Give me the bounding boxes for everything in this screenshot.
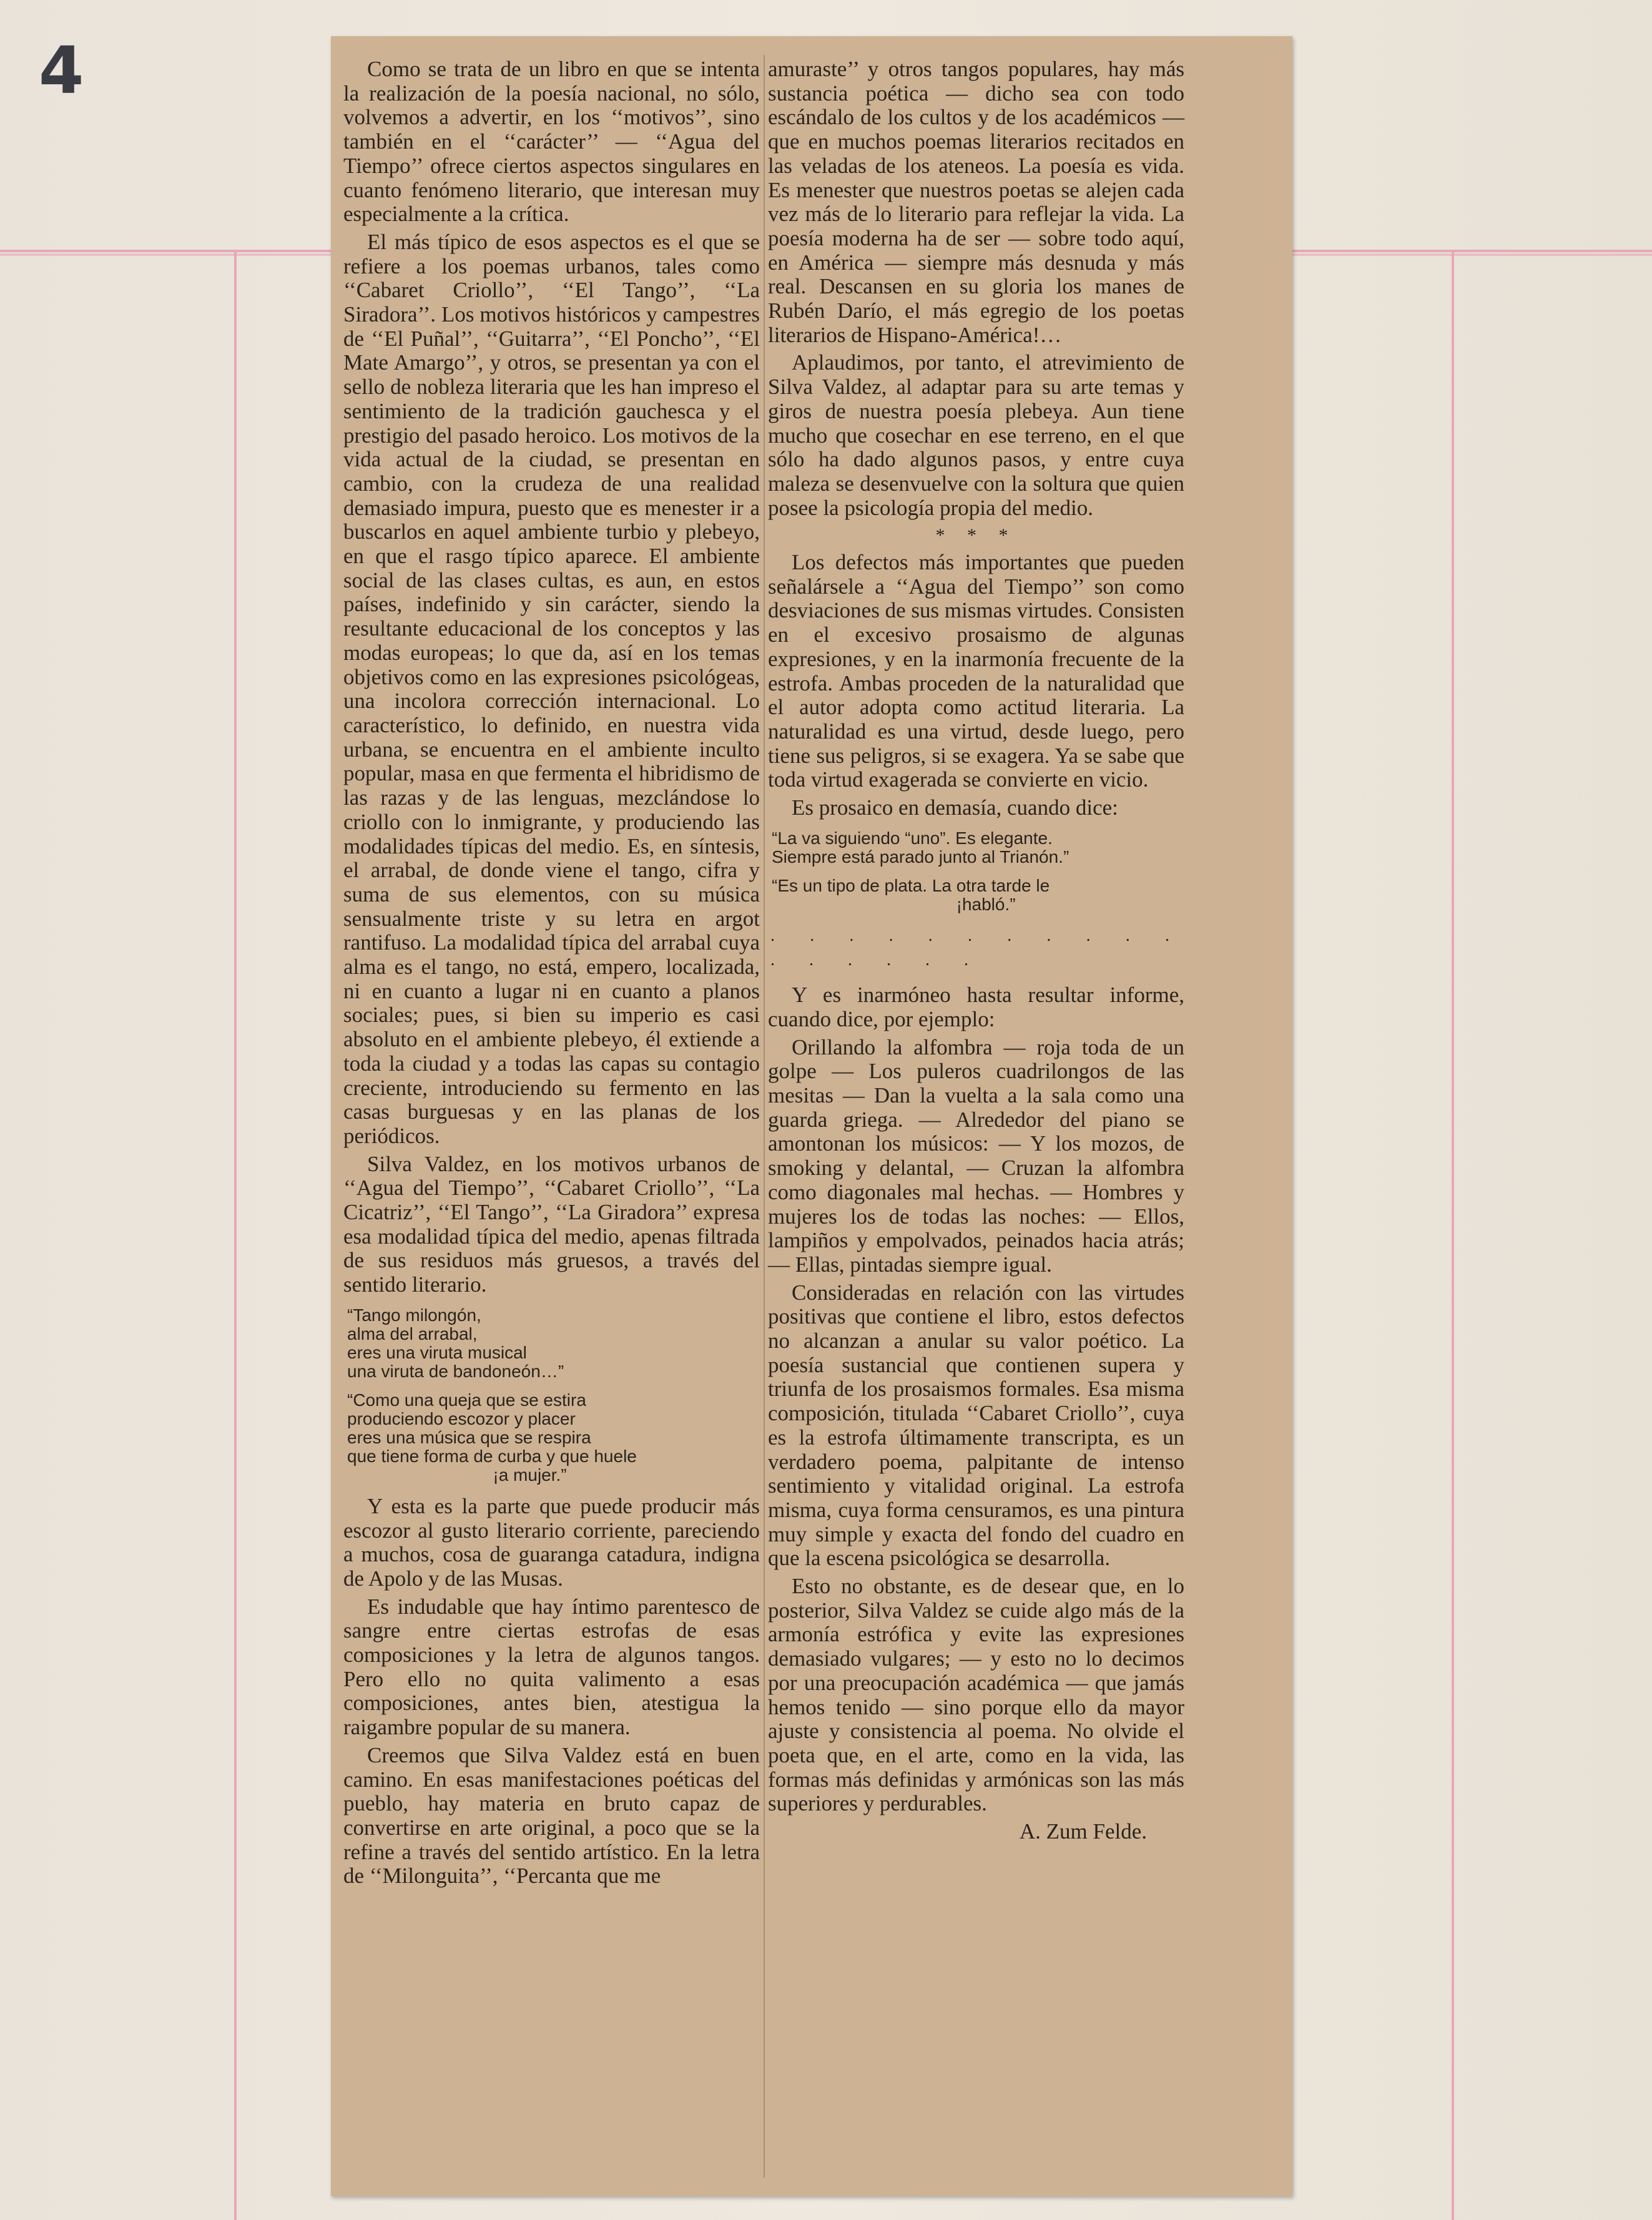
verse-quote <box>772 877 1184 914</box>
ellipsis-separator: . . . . . . . . . . . . . . . . . <box>770 925 1184 970</box>
author-signature: A. Zum Felde. <box>1019 1819 1147 1844</box>
paragraph: Consideradas en relación con las virtudes positivas que contiene el libro, estos defectos no alcanzan a anular su valor poético. La poesía sustancial que contienen supera y triunfa de los prosaismos formales. Esa misma composición, titulada ‘‘Cabaret Criollo’’, cuya es la estrofa últimamente transcripta, es un verdadero poema, palpitante de intenso sentimiento y vitalidad original. La estrofa misma, cuya forma censuramos, es una pintura muy simple y exacta del fondo del cuadro en que la escena psicológica se desarrolla. <box>768 1280 1184 1571</box>
verse-quote <box>347 1391 760 1485</box>
paragraph: Esto no obstante, es de desear que, en lo posterior, Silva Valdez se cuide algo más de la armonía estrófica y evite las expresiones demasiado vulgares; — y esto no lo decimos por una preocupación académica — que jamás hemos tenido — sino porque ello da mayor ajuste y consistencia al poema. No olvide el poeta que, en el arte, como en la vida, las formas más definidas y armónicas son las más superiores y perdurables. <box>768 1574 1184 1816</box>
verse-line: eres una música que se respira <box>347 1427 591 1447</box>
verse-line: produciendo escozor y placer <box>347 1408 576 1428</box>
verse-line: que tiene forma de curba y que huele <box>347 1446 637 1466</box>
paragraph: Orillando la alfombra — roja toda de un golpe — Los puleros cuadrilongos de las mesitas — Dan la vuelta a la sala como una guarda griega. — Alrededor del piano se amontonan los músicos: — Y los mozos, de smoking y delantal, — Cruzan la alfombra como diagonales mal hechas. — Hombres y mujeres los de todas las noches: — Ellos, lampiños y empolvados, peinados hacia atrás; — Ellas, pintadas siempre igual. <box>768 1034 1184 1277</box>
verse-quote <box>347 1306 760 1381</box>
verse-line: ¡a mujer.” <box>347 1465 567 1485</box>
verse-line: “Tango milongón, <box>347 1305 481 1325</box>
left-column <box>343 57 760 1892</box>
right-column <box>768 57 1184 1844</box>
paragraph: Los defectos más importantes que pueden señalársele a ‘‘Agua del Tiempo’’ son como desviaciones de sus mismas virtudes. Consisten en el excesivo prosaismo de algunas expresiones, y en la inarmonía frecuente de la estrofa. Ambas proceden de la naturalidad que el autor adopta como actitud literaria. La naturalidad es una virtud, desde luego, pero tiene sus peligros, si se exagera. Ya se sabe que toda virtud exagerada se convierte en vicio. <box>768 550 1184 792</box>
verse-line: “Es un tipo de plata. La otra tarde le <box>772 875 1050 895</box>
paragraph: Es prosaico en demasía, cuando dice: <box>792 795 1118 820</box>
verse-line: “La va siguiendo “uno”. Es elegante. <box>772 828 1053 848</box>
paragraph: Creemos que Silva Valdez está en buen camino. En esas manifestaciones poéticas del pueblo, hay materia en bruto capaz de convertirse en arte original, a poco que se la refine a través del sentido artístico. En la letra de ‘‘Milonguita’’, ‘‘Percanta que me <box>343 1742 760 1888</box>
verse-line: ¡habló.” <box>772 894 1016 914</box>
paragraph: Silva Valdez, en los motivos urbanos de ‘‘Agua del Tiempo’’, ‘‘Cabaret Criollo’’, ‘‘La Cicatriz’’, ‘‘El Tango’’, ‘‘La Giradora’’ expresa esa modalidad típica del medio, apenas filtrada de sus residuos más gruesos, a través del sentido literario. <box>343 1151 760 1297</box>
paragraph: Y es inarmóneo hasta resultar informe, cuando dice, por ejemplo: <box>768 983 1184 1031</box>
verse-quote <box>772 829 1184 867</box>
verse-line: “Como una queja que se estira <box>347 1390 586 1410</box>
paragraph: Como se trata de un libro en que se intenta la realización de la poesía nacional, no sólo, volvemos a advertir, en los ‘‘motivos’’, sino también en el ‘‘carácter’’ — ‘‘Agua del Tiempo’’ ofrece ciertos aspectos singulares en cuanto fenómeno literario, que interesan muy especialmente a la crítica. <box>343 57 760 227</box>
column-divider <box>764 55 765 2178</box>
verse-line: eres una viruta musical <box>347 1342 527 1362</box>
margin-line <box>1452 250 1454 2220</box>
newspaper-clipping <box>331 36 1292 2196</box>
verse-line: una viruta de bandoneón…” <box>347 1361 564 1381</box>
paragraph: El más típico de esos aspectos es el que se refiere a los poemas urbanos, tales como ‘‘Cabaret Criollo’’, ‘‘El Tango’’, ‘‘La Siradora’’. Los motivos históricos y campestres de ‘‘El Puñal’’, ‘‘Guitarra’’, ‘‘El Poncho’’, ‘‘El Mate Amargo’’, y otros, se presentan ya con el sello de nobleza literaria que les han impreso el sentimiento de la tradición gauchesca y el prestigio del pasado heroico. Los motivos de la vida actual de la ciudad, se presentan en cambio, con la crudeza de una realidad demasiado impura, puesto que es menester ir a buscarlos en aquel ambiente turbio y plebeyo, en que el rasgo típico aparece. El ambiente social de las clases cultas, es aun, en estos países, indefinido y sin carácter, siendo la resultante educacional de los conceptos y las modas europeas; lo que da, así en los temas objetivos como en las expresiones psicológeas, una incolora corrección internacional. Lo característico, lo definido, en nuestra vida urbana, se encuentra en el ambiente inculto popular, masa en que fermenta el hibridismo de las razas y de las lenguas, mezclándose lo criollo con lo inmigrante, y produciendo las modalidades típicas del medio. Es, en síntesis, el arrabal, de donde viene el tango, cifra y suma de sus elementos, con su música sensualmente triste y su letra en argot rantifuso. La modalidad típica del arrabal cuya alma es el tango, no está, empero, localizada, ni en cuanto a lugar ni en cuanto a planos sociales; pues, si bien su imperio es casi absoluto en el ambiente plebeyo, él extiende a toda la ciudad y a todas las capas su contagio creciente, introduciendo su fermento en las casas burguesas y en las planas de los periódicos. <box>343 229 760 1148</box>
page-number: 4 <box>39 32 84 109</box>
verse-line: alma del arrabal, <box>347 1324 478 1343</box>
section-separator: * * * <box>935 525 1017 546</box>
paragraph: Y esta es la parte que puede producir más escozor al gusto literario corriente, pareciendo a muchos, cosa de guaranga catadura, indigna de Apolo y de las Musas. <box>343 1493 760 1591</box>
margin-line <box>234 250 237 2220</box>
paragraph: amuraste’’ y otros tangos populares, hay más sustancia poética — dicho sea con todo escándalo de los cultos y de los académicos — que en muchos poemas literarios recitados en las veladas de los ateneos. La poesía es vida. Es menester que nuestros poetas se alejen cada vez más de lo literario para reflejar la vida. La poesía moderna ha de ser — sobre todo aquí, en América — siempre más desnuda y más real. Descansen en su gloria los manes de Rubén Darío, el más egregio de los poetas literarios de Hispano-América!… <box>768 57 1184 347</box>
verse-line: Siempre está parado junto al Trianón.” <box>772 847 1069 867</box>
paragraph: Es indudable que hay íntimo parentesco de sangre entre ciertas estrofas de esas composiciones y la letra de algunos tangos. Pero ello no quita valimento a esas composiciones, antes bien, atestigua la raigambre popular de su manera. <box>343 1594 760 1740</box>
paragraph: Aplaudimos, por tanto, el atrevimiento de Silva Valdez, al adaptar para su arte temas y giros de nuestra poesía plebeya. Aun tiene mucho que cosechar en ese terreno, en el que sólo ha dado algunos pasos, y entre cuya maleza se desenvuelve con la soltura que quien posee la psicología propia del medio. <box>768 350 1184 520</box>
